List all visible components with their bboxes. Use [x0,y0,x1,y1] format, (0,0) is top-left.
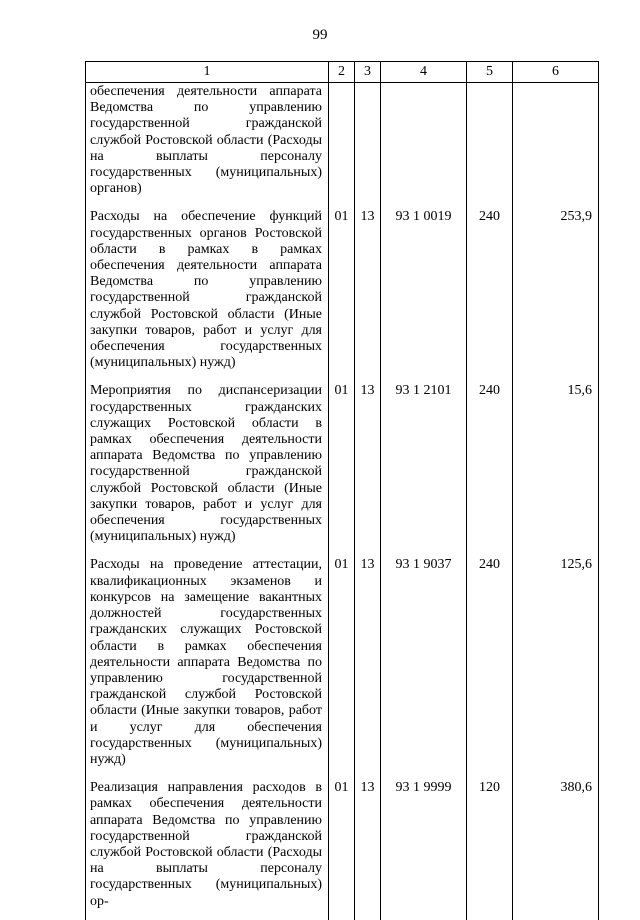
row-subsection [355,83,381,208]
row-amount [513,83,599,208]
row-subsection: 13 [355,778,381,920]
row-section: 01 [329,778,355,920]
row-subsection: 13 [355,381,381,555]
header-col-4: 4 [381,62,467,83]
table-row [86,778,599,920]
row-target-code: 93 1 9037 [381,555,467,778]
row-target-code: 93 1 9999 [381,778,467,920]
header-col-3: 3 [355,62,381,83]
row-section [329,83,355,208]
header-col-1: 1 [86,62,329,83]
row-description: Расходы на обеспечение функций государственных органов Ростовской области в рамках в рамках обеспечения деятельности аппарата Ведомства по управлению государственной гражданской службой Ростовской области (Иные закупки товаров, работ и услуг для обеспечения государственных (муниципальных) нужд) [86,207,329,381]
table-row [86,207,599,381]
row-expense-type [467,83,513,208]
table-row [86,381,599,555]
row-expense-type: 240 [467,207,513,381]
row-section: 01 [329,207,355,381]
row-target-code: 93 1 0019 [381,207,467,381]
table-row [86,83,599,208]
row-amount: 253,9 [513,207,599,381]
budget-table [85,61,599,920]
row-amount: 125,6 [513,555,599,778]
row-target-code: 93 1 2101 [381,381,467,555]
row-description: обеспечения деятельности аппарата Ведомства по управлению государственной гражданской службой Ростовской области (Расходы на выплаты персоналу государственных (муниципальных) органов) [86,83,329,208]
row-section: 01 [329,381,355,555]
row-amount: 380,6 [513,778,599,920]
row-expense-type: 240 [467,555,513,778]
header-col-2: 2 [329,62,355,83]
page-number: 99 [312,27,328,43]
table-row [86,555,599,778]
row-amount: 15,6 [513,381,599,555]
row-subsection: 13 [355,207,381,381]
table-header-row [86,62,599,83]
row-expense-type: 240 [467,381,513,555]
row-description: Реализация направления расходов в рамках обеспечения деятельности аппарата Ведомства по управлению государственной гражданской службой Ростовской области (Расходы на выплаты персоналу государственных (муниципальных) ор- [86,778,329,920]
row-target-code [381,83,467,208]
header-col-6: 6 [513,62,599,83]
header-col-5: 5 [467,62,513,83]
row-expense-type: 120 [467,778,513,920]
row-subsection: 13 [355,555,381,778]
row-description: Мероприятия по диспансеризации государственных гражданских служащих Ростовской области в рамках обеспечения деятельности аппарата Ведомства по управлению государственной гражданской службой Ростовской области (Иные закупки товаров, работ и услуг для обеспечения государственных (муниципальных) нужд) [86,381,329,555]
row-description: Расходы на проведение аттестации, квалификационных экзаменов и конкурсов на замещение вакантных должностей государственных гражданских служащих Ростовской области в рамках обеспечения деятельности аппарата Ведомства по управлению государственной гражданской службой Ростовской области (Иные закупки товаров, работ и услуг для обеспечения государственных (муниципальных) нужд) [86,555,329,778]
row-section: 01 [329,555,355,778]
